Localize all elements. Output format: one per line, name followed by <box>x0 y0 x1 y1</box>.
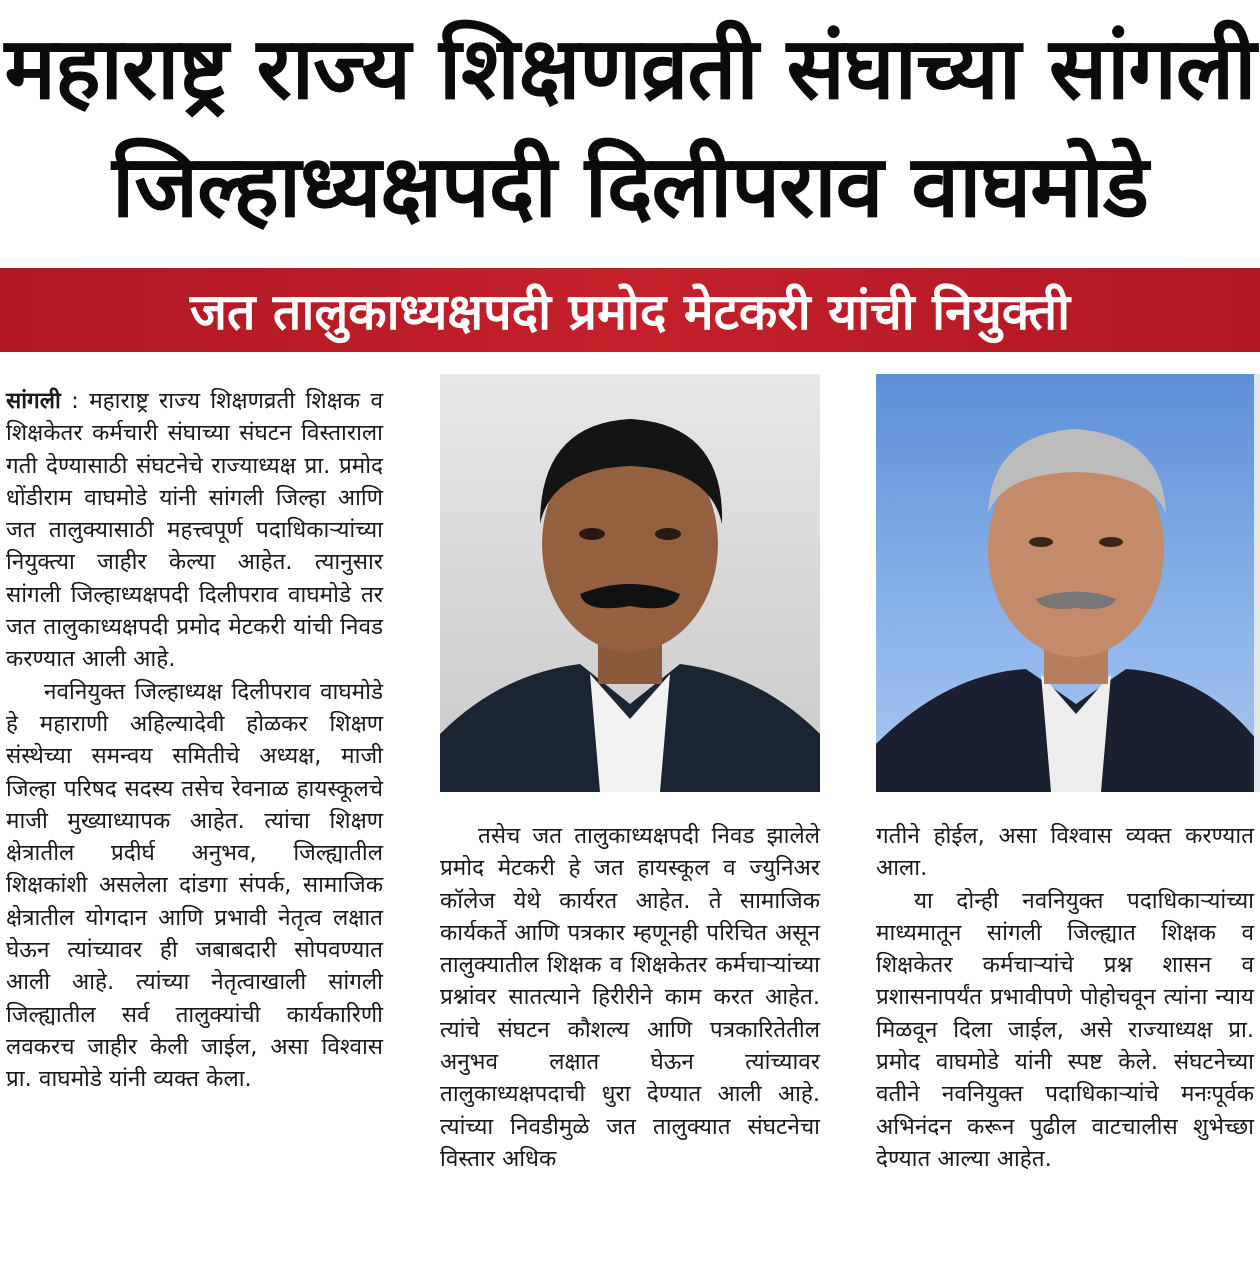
article-paragraph-4: गतीने होईल, असा विश्वास व्यक्त करण्यात आला. <box>876 823 1254 882</box>
article-lead-text: : महाराष्ट्र राज्य शिक्षणव्रती शिक्षक व शिक्षकेतर कर्मचारी संघाच्या संघटन विस्ताराला गती देण्यासाठी संघटनेचे राज्याध्यक्ष प्रा. प्रमोद धोंडीराम वाघमोडे यांनी सांगली जिल्हा आणि जत तालुक्यासाठी महत्त्वपूर्ण पदाधिकाऱ्यांच्या नियुक्त्या जाहीर केल्या आहेत. त्यानुसार सांगली जिल्हाध्यक्षपदी दिलीपराव वाघमोडे तर जत तालुकाध्यक्षपदी प्रमोद मेटकरी यांची निवड करण्यात आली आहे. <box>6 388 383 673</box>
article-paragraph-1 <box>6 385 383 676</box>
headline-line-2: जिल्हाध्यक्षपदी दिलीपराव वाघमोडे <box>112 137 1148 237</box>
article-paragraph-2: नवनियुक्त जिल्हाध्यक्ष दिलीपराव वाघमोडे हे महाराणी अहिल्यादेवी होळकर शिक्षण संस्थेच्या समन्वय समितीचे अध्यक्ष, माजी जिल्हा परिषद सदस्य तसेच रेवनाळ हायस्कूलचे माजी मुख्याध्यापक आहेत. त्यांचा शिक्षण क्षेत्रातील प्रदीर्घ अनुभव, जिल्ह्यातील शिक्षकांशी असलेला दांडगा संपर्क, सामाजिक क्षेत्रातील योगदान आणि प्रभावी नेतृत्व लक्षात घेऊन त्यांच्यावर ही जबाबदारी सोपवण्यात आली आहे. त्यांच्या नेतृत्वाखाली सांगली जिल्ह्यातील सर्व तालुक्यांची कार्यकारिणी लवकरच जाहीर केली जाईल, असा विश्वास प्रा. वाघमोडे यांनी व्यक्त केला. <box>6 678 383 1093</box>
headline-line-1: महाराष्ट्र राज्य शिक्षणव्रती संघाच्या सांगली <box>4 19 1256 119</box>
headline <box>0 10 1260 246</box>
portrait-2-illustration <box>876 374 1260 792</box>
article-column-1 <box>6 385 383 1096</box>
article-column-2 <box>440 820 820 1175</box>
portrait-pramod-metkari <box>440 374 820 792</box>
article-paragraph-3: तसेच जत तालुकाध्यक्षपदी निवड झालेले प्रमोद मेटकरी हे जत हायस्कूल व ज्युनिअर कॉलेज येथे कार्यरत आहेत. ते सामाजिक कार्यकर्ते आणि पत्रकार म्हणूनही परिचित असून तालुक्यातील शिक्षक व शिक्षकेतर कर्मचाऱ्यांच्या प्रश्नांवर सातत्याने हिरीरीने काम करत आहेत. त्यांचे संघटन कौशल्य आणि पत्रकारितेतील अनुभव लक्षात घेऊन त्यांच्यावर तालुकाध्यक्षपदाची धुरा देण्यात आली आहे. त्यांच्या निवडीमुळे जत तालुक्यात संघटनेचा विस्तार अधिक <box>440 823 820 1172</box>
subheadline-band <box>0 268 1260 352</box>
portrait-1-illustration <box>440 374 820 792</box>
portrait-dilipraо-waghmode <box>876 374 1260 792</box>
article-column-3 <box>876 820 1254 1175</box>
subheadline: जत तालुकाध्यक्षपदी प्रमोद मेटकरी यांची नियुक्ती <box>189 283 1071 341</box>
article-paragraph-5: या दोन्ही नवनियुक्त पदाधिकाऱ्यांच्या माध्यमातून सांगली जिल्ह्यात शिक्षक व शिक्षकेतर कर्मचाऱ्यांचे प्रश्न शासन व प्रशासनापर्यंत प्रभावीपणे पोहोचवून त्यांना न्याय मिळवून दिला जाईल, असे राज्याध्यक्ष प्रा. प्रमोद वाघमोडे यांनी स्पष्ट केले. संघटनेच्या वतीने नवनियुक्त पदाधिकाऱ्यांचे मनःपूर्वक अभिनंदन करून पुढील वाटचालीस शुभेच्छा देण्यात आल्या आहेत. <box>876 887 1254 1172</box>
photo-edge <box>1254 374 1260 792</box>
dateline: सांगली <box>6 388 61 414</box>
